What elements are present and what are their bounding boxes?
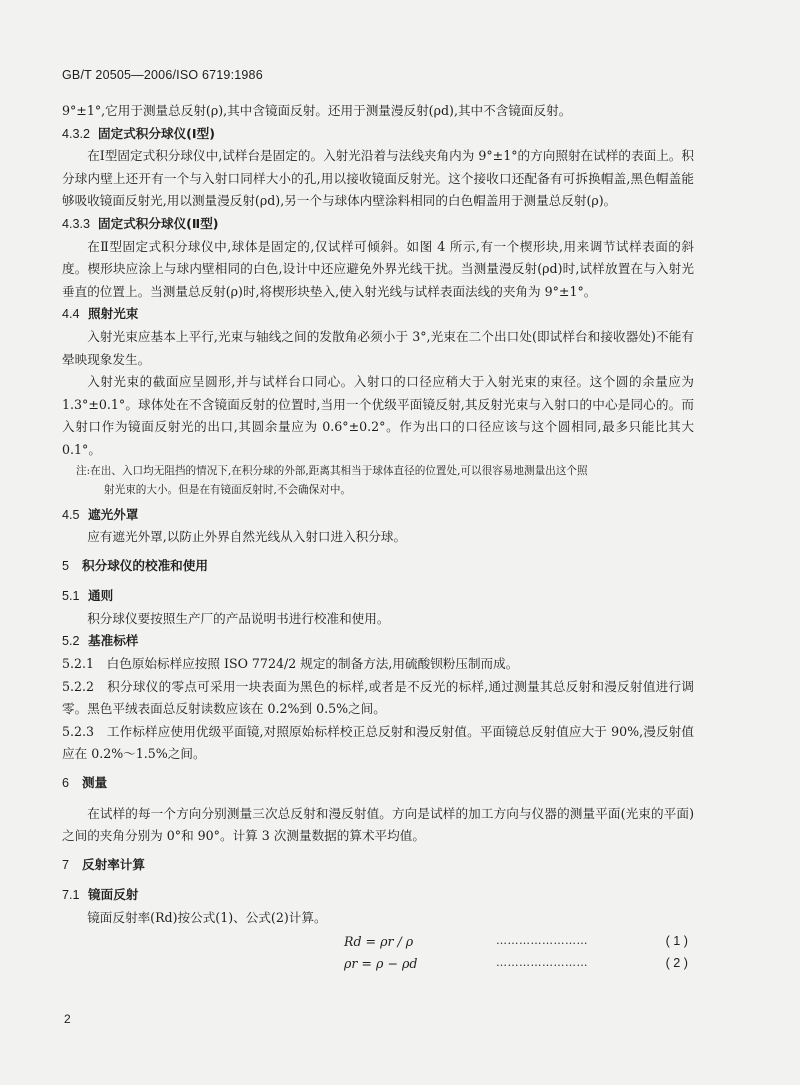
chapter-6-heading bbox=[62, 772, 694, 795]
section-title: 固定式积分球仪(Ⅰ型) bbox=[98, 125, 215, 141]
paragraph-4-4-a: 入射光束应基本上平行,光束与轴线之间的发散角必须小于 3°,光束在二个出口处(即试样台和接收器处)不能有晕映现象发生。 bbox=[62, 328, 694, 367]
section-number: 4.5 bbox=[62, 507, 80, 522]
section-number: 5.2 bbox=[62, 634, 80, 649]
chapter-7-heading bbox=[62, 854, 694, 877]
section-4-5-heading bbox=[62, 504, 694, 527]
paragraph-4-5: 应有遮光外罩,以防止外界自然光线从入射口进入积分球。 bbox=[87, 529, 407, 545]
chapter-number: 7 bbox=[62, 857, 70, 872]
equation-1 bbox=[62, 934, 694, 956]
paragraph-5-1: 积分球仪要按照生产厂的产品说明书进行校准和使用。 bbox=[87, 610, 390, 626]
paragraph-4-4-b: 入射光束的截面应呈圆形,并与试样台口同心。入射口的口径应稍大于入射光束的束径。这个圆的余量应为 1.3°±0.1°。球体处在不含镜面反射的位置时,当用一个优级平面镜反射,其反射光束与入射口的中心是同心的。而入射口作为镜面反射光的出口,其圆余量应为 0.6°±0.2°。作为出口的口径应该与这个圆相同,最多只能比其大 0.1°。 bbox=[62, 374, 694, 457]
section-5-1-heading bbox=[62, 585, 694, 608]
chapter-title: 积分球仪的校准和使用 bbox=[82, 557, 208, 573]
paragraph-5-2-1: 5.2.1 白色原始标样应按照 ISO 7724/2 规定的制备方法,用硫酸钡粉压制而成。 bbox=[62, 656, 519, 672]
chapter-title: 测量 bbox=[82, 775, 108, 791]
paragraph-4-3-3: 在Ⅱ型固定式积分球仪中,球体是固定的,仅试样可倾斜。如图 4 所示,有一个楔形块,用来调节试样表面的斜度。楔形块应涂上与球内壁相同的白色,设计中还应避免外界光线干扰。当测量漫反射(ρd)时,试样放置在与入射光垂直的位置上。当测量总反射(ρ)时,将楔形块垫入,使入射光线与试样表面法线的夹角为 9°±1°。 bbox=[62, 238, 694, 299]
paragraph-continued: 9°±1°,它用于测量总反射(ρ),其中含镜面反射。还用于测量漫反射(ρd),其中不含镜面反射。 bbox=[62, 103, 572, 118]
document-body bbox=[62, 100, 694, 978]
section-number: 4.3.3 bbox=[62, 216, 91, 231]
note-4-4: 注:在出、入口均无阻挡的情况下,在积分球的外部,距离其相当于球体直径的位置处,可以很容易地测量出这个照 bbox=[76, 464, 588, 477]
equation-number: ( 2 ) bbox=[665, 955, 688, 970]
equation-expression: ρr = ρ − ρd bbox=[344, 955, 418, 971]
section-title: 镜面反射 bbox=[88, 887, 139, 903]
section-title: 遮光外罩 bbox=[88, 506, 139, 522]
section-number: 4.3.2 bbox=[62, 126, 91, 141]
page-number: 2 bbox=[64, 1012, 71, 1026]
section-4-3-2-heading bbox=[62, 123, 694, 146]
section-title: 通则 bbox=[88, 588, 114, 604]
chapter-number: 6 bbox=[62, 776, 70, 791]
paragraph-4-3-2: 在Ⅰ型固定式积分球仪中,试样台是固定的。入射光沿着与法线夹角内为 9°±1°的方向照射在试样的表面上。积分球内壁上还开有一个与入射口同样大小的孔,用以接收镜面反射光。这个接收口还配备有可拆换帽盖,黑色帽盖能够吸收镜面反射光,用以测量漫反射(ρd),另一个与球体内壁涂料相同的白色帽盖用于测量总反射(ρ)。 bbox=[62, 148, 694, 209]
chapter-number: 5 bbox=[62, 558, 70, 573]
equation-leader-dots: …………………… bbox=[496, 955, 588, 969]
paragraph-5-2-2: 5.2.2 积分球仪的零点可采用一块表面为黑色的标样,或者是不反光的标样,通过测量其总反射和漫反射值进行调零。黑色平绒表面总反射读数应该在 0.2%到 0.5%之间。 bbox=[62, 678, 694, 717]
section-title: 固定式积分球仪(Ⅱ型) bbox=[98, 215, 219, 231]
equation-leader-dots: …………………… bbox=[496, 933, 588, 947]
section-7-1-heading bbox=[62, 884, 694, 907]
equation-number: ( 1 ) bbox=[665, 933, 688, 948]
paragraph-6: 在试样的每一个方向分别测量三次总反射和漫反射值。方向是试样的加工方向与仪器的测量平面(光束的平面)之间的夹角分别为 0°和 90°。计算 3 次测量数据的算术平均值。 bbox=[62, 805, 694, 844]
standard-header: GB/T 20505—2006/ISO 6719:1986 bbox=[62, 68, 263, 82]
equation-expression: Rd = ρr / ρ bbox=[344, 933, 414, 949]
section-number: 4.4 bbox=[62, 307, 80, 322]
chapter-title: 反射率计算 bbox=[82, 856, 145, 872]
section-5-2-heading bbox=[62, 630, 694, 653]
section-4-4-heading bbox=[62, 303, 694, 326]
note-4-4-continued: 射光束的大小。但是在有镜面反射时,不会确保对中。 bbox=[104, 483, 352, 496]
section-title: 照射光束 bbox=[88, 306, 139, 322]
chapter-5-heading bbox=[62, 555, 694, 578]
paragraph-7-1: 镜面反射率(Rd)按公式(1)、公式(2)计算。 bbox=[87, 910, 327, 925]
section-4-3-3-heading bbox=[62, 213, 694, 236]
section-number: 7.1 bbox=[62, 888, 80, 903]
equation-2 bbox=[62, 956, 694, 978]
section-title: 基准标样 bbox=[88, 633, 139, 649]
section-number: 5.1 bbox=[62, 589, 80, 604]
paragraph-5-2-3: 5.2.3 工作标样应使用优级平面镜,对照原始标样校正总反射和漫反射值。平面镜总反射值应大于 90%,漫反射值应在 0.2%～1.5%之间。 bbox=[62, 723, 694, 762]
